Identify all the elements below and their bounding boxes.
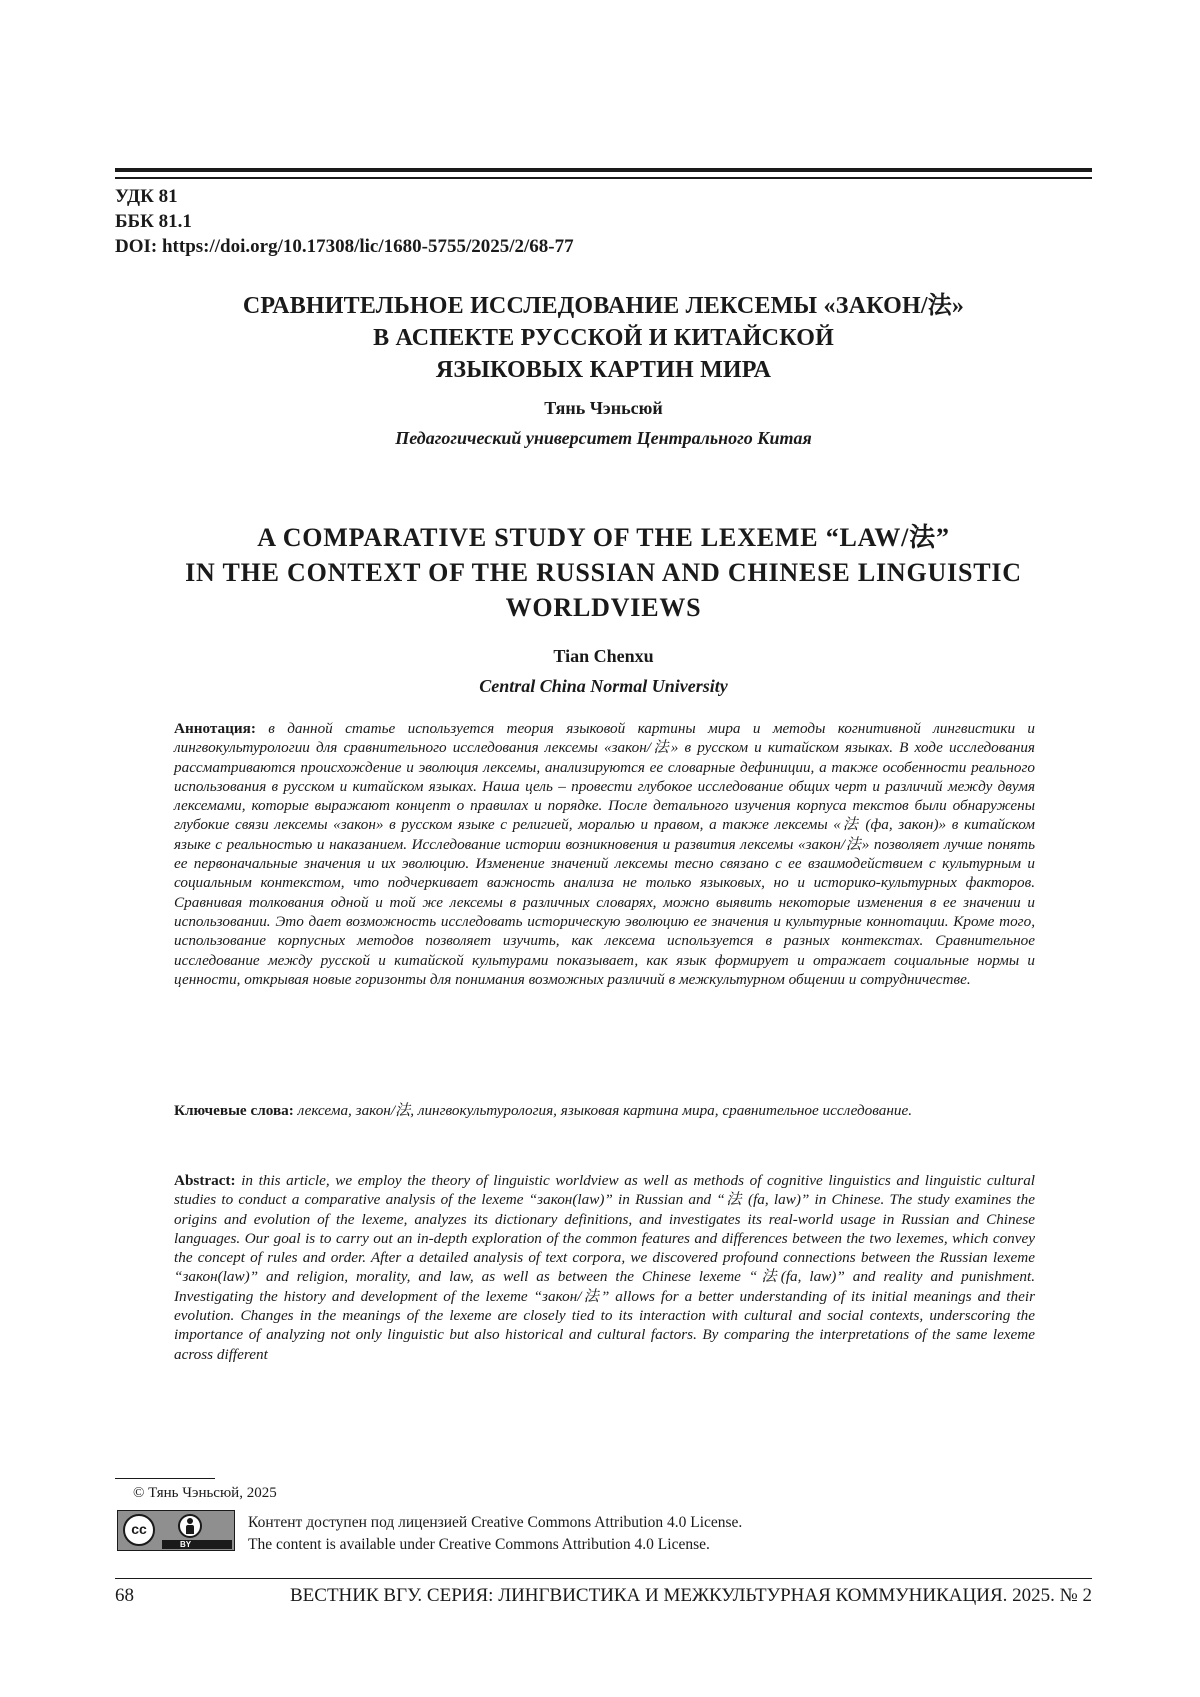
annotation-text: в данной статье используется теория языковой картины мира и методы когнитивной лингвистики и лингвокультурологии для сравнительного исследования лексемы «закон/法» в русском и китайском языках. В ходе исследования рассматриваются происхождение и эволюция лексемы, анализируются ее словарные дефиниции, а также особенности реального использования в русском и китайском языках. Наша цель – провести глубокое исследование общих черт и различий между двумя лексемами, которые выражают концепт о правилах и порядке. После детального изучения корпуса текстов были обнаружены глубокие связи лексемы «закон» в русском языке с религией, моралью и правом, а также лексемы «法 (фа, закон)» в китайском языке с реальностью и наказанием. Исследование истории возникновения и развития лексемы «закон/法» позволяет лучше понять ее первоначальные значения и их эволюцию. Изменение значений лексемы тесно связано с ее взаимодействием с культурным и социальным контекстом, что подчеркивает важность анализа не только языковых, но и историко-культурных факторов. Сравнивая толкования одной и той же лексемы в различных словарях, можно выявить некоторые изменения в ее значении и использовании. Это дает возможность исследовать историческую эволюцию ее значения и культурные коннотации. Кроме того, использование корпусных методов позволяет изучить, как лексема используется в разных контекстах. Сравнительное исследование между русской и китайской культурами показывает, как язык формирует и отражает социальные нормы и ценности, открывая новые горизонты для понимания возможных различий в межкультурном общении и сотрудничестве. [174,720,1035,988]
abstract-text: in this article, we employ the theory of linguistic worldview as well as methods of cognitive linguistics and linguistic cultural studies to conduct a comparative analysis of the lexeme “закон(law)” in Russian and “法 (fa, law)” in Chinese. The study examines the origins and evolution of the lexeme, analyzes its dictionary definitions, and investigates its real-world usage in Russian and Chinese languages. Our goal is to carry out an in-depth exploration of the common features and differences between the two lexemes, which convey the concept of rules and order. After a detailed analysis of text corpora, we discovered profound connections between the Russian lexeme “закон(law)” and religion, morality, and law, as well as between the Chinese lexeme “法(fa, law)” and reality and punishment. Investigating the history and development of the lexeme “закон/法” allows for a better understanding of its initial meanings and their evolution. Changes in the meanings of the lexeme are closely tied to its interaction with cultural and social contexts, underscoring the importance of analyzing not only linguistic but also historical and cultural factors. By comparing the interpretations of the same lexeme across different [174,1172,1036,1363]
page-number: 68 [115,1585,134,1606]
license-text [248,1512,742,1556]
english-title-line: WORLDVIEWS [505,593,702,622]
header-rule-thick [115,168,1092,172]
attribution-person-icon [178,1514,202,1538]
english-title-line: A COMPARATIVE STUDY OF THE LEXEME “LAW/法” [257,523,950,552]
doi-link[interactable]: DOI: https://doi.org/10.17308/lic/1680-5755/2025/2/68-77 [115,236,574,257]
journal-running-title: ВЕСТНИК ВГУ. СЕРИЯ: ЛИНГВИСТИКА И МЕЖКУЛЬТУРНАЯ КОММУНИКАЦИЯ. 2025. № 2 [290,1585,1092,1606]
keywords-text: лексема, закон/法, лингвокультурология, языковая картина мира, сравнительное исследование. [297,1102,913,1119]
footnote-rule [115,1478,215,1479]
bbk-code: ББК 81.1 [115,211,192,232]
header-rule-thin [115,177,1092,179]
russian-title [115,290,1092,386]
english-title-line: IN THE CONTEXT OF THE RUSSIAN AND CHINESE LINGUISTIC [185,558,1022,587]
english-author: Tian Chenxu [553,646,654,666]
russian-keywords [174,1101,1035,1120]
russian-author: Тянь Чэньсюй [544,398,663,418]
english-affiliation: Central China Normal University [479,676,728,696]
annotation-label: Аннотация: [174,720,256,737]
copyright-notice: © Тянь Чэньсюй, 2025 [133,1485,277,1501]
license-english: The content is available under Creative Commons Attribution 4.0 License. [248,1536,710,1553]
russian-affiliation: Педагогический университет Центрального Китая [395,428,812,448]
cc-icon: cc [123,1514,155,1546]
russian-title-line: СРАВНИТЕЛЬНОЕ ИССЛЕДОВАНИЕ ЛЕКСЕМЫ «ЗАКОН/法» [242,293,965,319]
abstract-label: Abstract: [174,1172,236,1189]
russian-title-line: ЯЗЫКОВЫХ КАРТИН МИРА [435,357,772,383]
by-strip [162,1540,232,1549]
russian-title-line: В АСПЕКТЕ РУССКОЙ И КИТАЙСКОЙ [373,325,834,351]
classification-codes [115,184,574,259]
cc-by-license-badge[interactable] [117,1510,235,1551]
russian-annotation [174,719,1035,989]
english-abstract [174,1171,1035,1364]
keywords-label: Ключевые слова: [174,1102,294,1119]
footer-rule [115,1578,1092,1579]
license-russian: Контент доступен под лицензией Creative Commons Attribution 4.0 License. [248,1514,743,1531]
by-label: BY [180,1540,192,1549]
udk-code: УДК 81 [115,186,178,207]
english-title [115,520,1092,625]
